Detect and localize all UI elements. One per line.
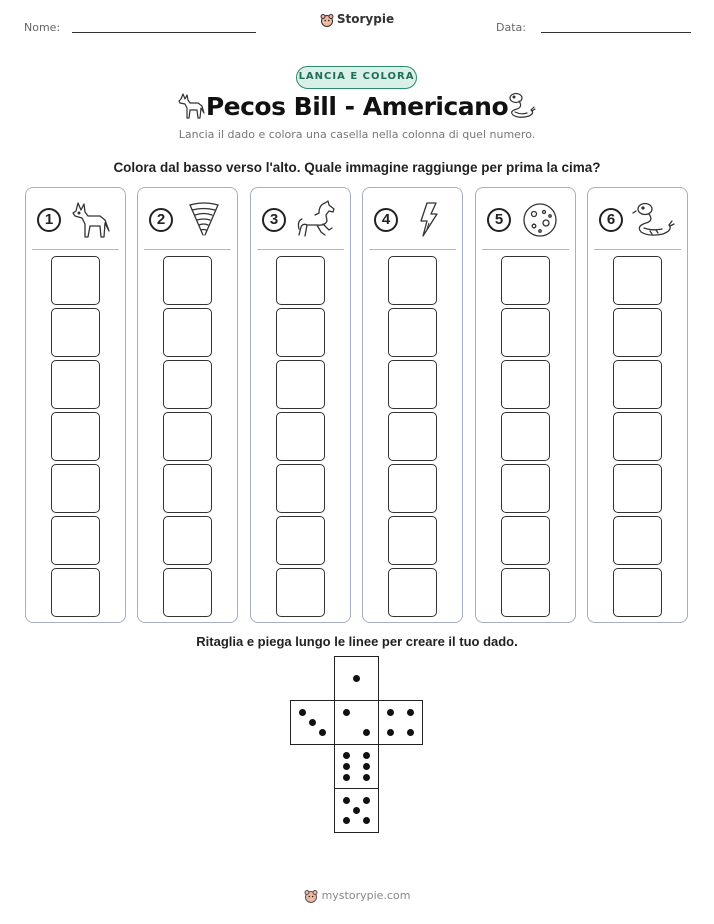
brand-name: Storypie: [336, 12, 395, 26]
color-box[interactable]: [501, 464, 550, 513]
die-face-five: [334, 788, 379, 833]
color-box[interactable]: [163, 516, 212, 565]
cut-instruction: Ritaglia e piega lungo le linee per creare il tuo dado.: [196, 634, 518, 649]
color-box[interactable]: [613, 308, 662, 357]
column-2: [137, 187, 238, 623]
color-box[interactable]: [501, 516, 550, 565]
color-box[interactable]: [51, 516, 100, 565]
pip: [299, 709, 306, 716]
lightning-icon: [407, 199, 451, 241]
color-box[interactable]: [163, 464, 212, 513]
coyote-icon: [70, 199, 114, 241]
color-box[interactable]: [388, 308, 437, 357]
die-face-three: [290, 700, 335, 745]
color-box[interactable]: [163, 308, 212, 357]
color-box[interactable]: [276, 568, 325, 617]
storypie-logo-icon: [320, 13, 334, 27]
pip: [407, 729, 414, 736]
pip: [363, 763, 370, 770]
footer-url[interactable]: mystorypie.com: [321, 889, 411, 902]
pip: [343, 817, 350, 824]
rattlesnake-icon: [505, 91, 537, 121]
column-number: 3: [262, 208, 286, 232]
color-box[interactable]: [388, 568, 437, 617]
column-divider: [144, 249, 231, 250]
color-box[interactable]: [501, 256, 550, 305]
tornado-icon: [182, 199, 226, 241]
pip: [353, 807, 360, 814]
color-box[interactable]: [276, 256, 325, 305]
column-number: 5: [487, 208, 511, 232]
color-box[interactable]: [501, 308, 550, 357]
color-box[interactable]: [613, 516, 662, 565]
pip: [343, 752, 350, 759]
color-box[interactable]: [613, 568, 662, 617]
pip: [363, 797, 370, 804]
column-1: [25, 187, 126, 623]
column-number: 1: [37, 208, 61, 232]
die-face-six: [334, 744, 379, 789]
name-line[interactable]: [72, 32, 256, 33]
color-box[interactable]: [613, 464, 662, 513]
color-box[interactable]: [276, 516, 325, 565]
color-box[interactable]: [163, 412, 212, 461]
color-box[interactable]: [51, 308, 100, 357]
color-box[interactable]: [163, 256, 212, 305]
pip: [353, 675, 360, 682]
column-number: 2: [149, 208, 173, 232]
pip: [407, 709, 414, 716]
color-box[interactable]: [501, 360, 550, 409]
color-box[interactable]: [163, 568, 212, 617]
pip: [309, 719, 316, 726]
color-box[interactable]: [51, 464, 100, 513]
question-text: Colora dal basso verso l'alto. Quale immagine raggiunge per prima la cima?: [113, 160, 601, 175]
color-box[interactable]: [388, 412, 437, 461]
storypie-logo-icon: [304, 889, 318, 903]
date-label: Data:: [496, 21, 526, 34]
color-box[interactable]: [388, 256, 437, 305]
color-box[interactable]: [388, 464, 437, 513]
column-divider: [257, 249, 344, 250]
color-box[interactable]: [388, 516, 437, 565]
column-divider: [369, 249, 456, 250]
pip: [343, 763, 350, 770]
pip: [343, 797, 350, 804]
activity-badge: LANCIA E COLORA: [296, 66, 417, 89]
color-box[interactable]: [51, 568, 100, 617]
color-box[interactable]: [276, 464, 325, 513]
column-divider: [594, 249, 681, 250]
color-box[interactable]: [276, 360, 325, 409]
column-divider: [482, 249, 569, 250]
color-box[interactable]: [51, 412, 100, 461]
color-box[interactable]: [51, 360, 100, 409]
color-box[interactable]: [501, 568, 550, 617]
date-line[interactable]: [541, 32, 691, 33]
color-box[interactable]: [276, 412, 325, 461]
column-3: [250, 187, 351, 623]
die-face-four: [378, 700, 423, 745]
color-box[interactable]: [51, 256, 100, 305]
pip: [343, 774, 350, 781]
column-6: [587, 187, 688, 623]
name-label: Nome:: [24, 21, 61, 34]
column-5: [475, 187, 576, 623]
column-number: 4: [374, 208, 398, 232]
page-title: Pecos Bill - Americano: [205, 92, 509, 121]
die-face-two: [334, 700, 379, 745]
instructions-subtitle: Lancia il dado e colora una casella nella colonna di quel numero.: [178, 128, 536, 141]
pip: [343, 709, 350, 716]
color-box[interactable]: [163, 360, 212, 409]
pip: [363, 774, 370, 781]
column-4: [362, 187, 463, 623]
color-box[interactable]: [276, 308, 325, 357]
rattlesnake-icon: [632, 199, 676, 241]
column-divider: [32, 249, 119, 250]
pip: [319, 729, 326, 736]
pip: [363, 752, 370, 759]
pip: [387, 709, 394, 716]
color-box[interactable]: [388, 360, 437, 409]
brand: [0, 12, 714, 27]
pip: [363, 817, 370, 824]
moon-icon: [520, 199, 564, 241]
footer: [0, 889, 714, 903]
horse-icon: [295, 199, 339, 241]
color-box[interactable]: [613, 360, 662, 409]
color-box[interactable]: [501, 412, 550, 461]
die-face-one: [334, 656, 379, 701]
pip: [387, 729, 394, 736]
color-box[interactable]: [613, 256, 662, 305]
color-box[interactable]: [613, 412, 662, 461]
column-number: 6: [599, 208, 623, 232]
pip: [363, 729, 370, 736]
